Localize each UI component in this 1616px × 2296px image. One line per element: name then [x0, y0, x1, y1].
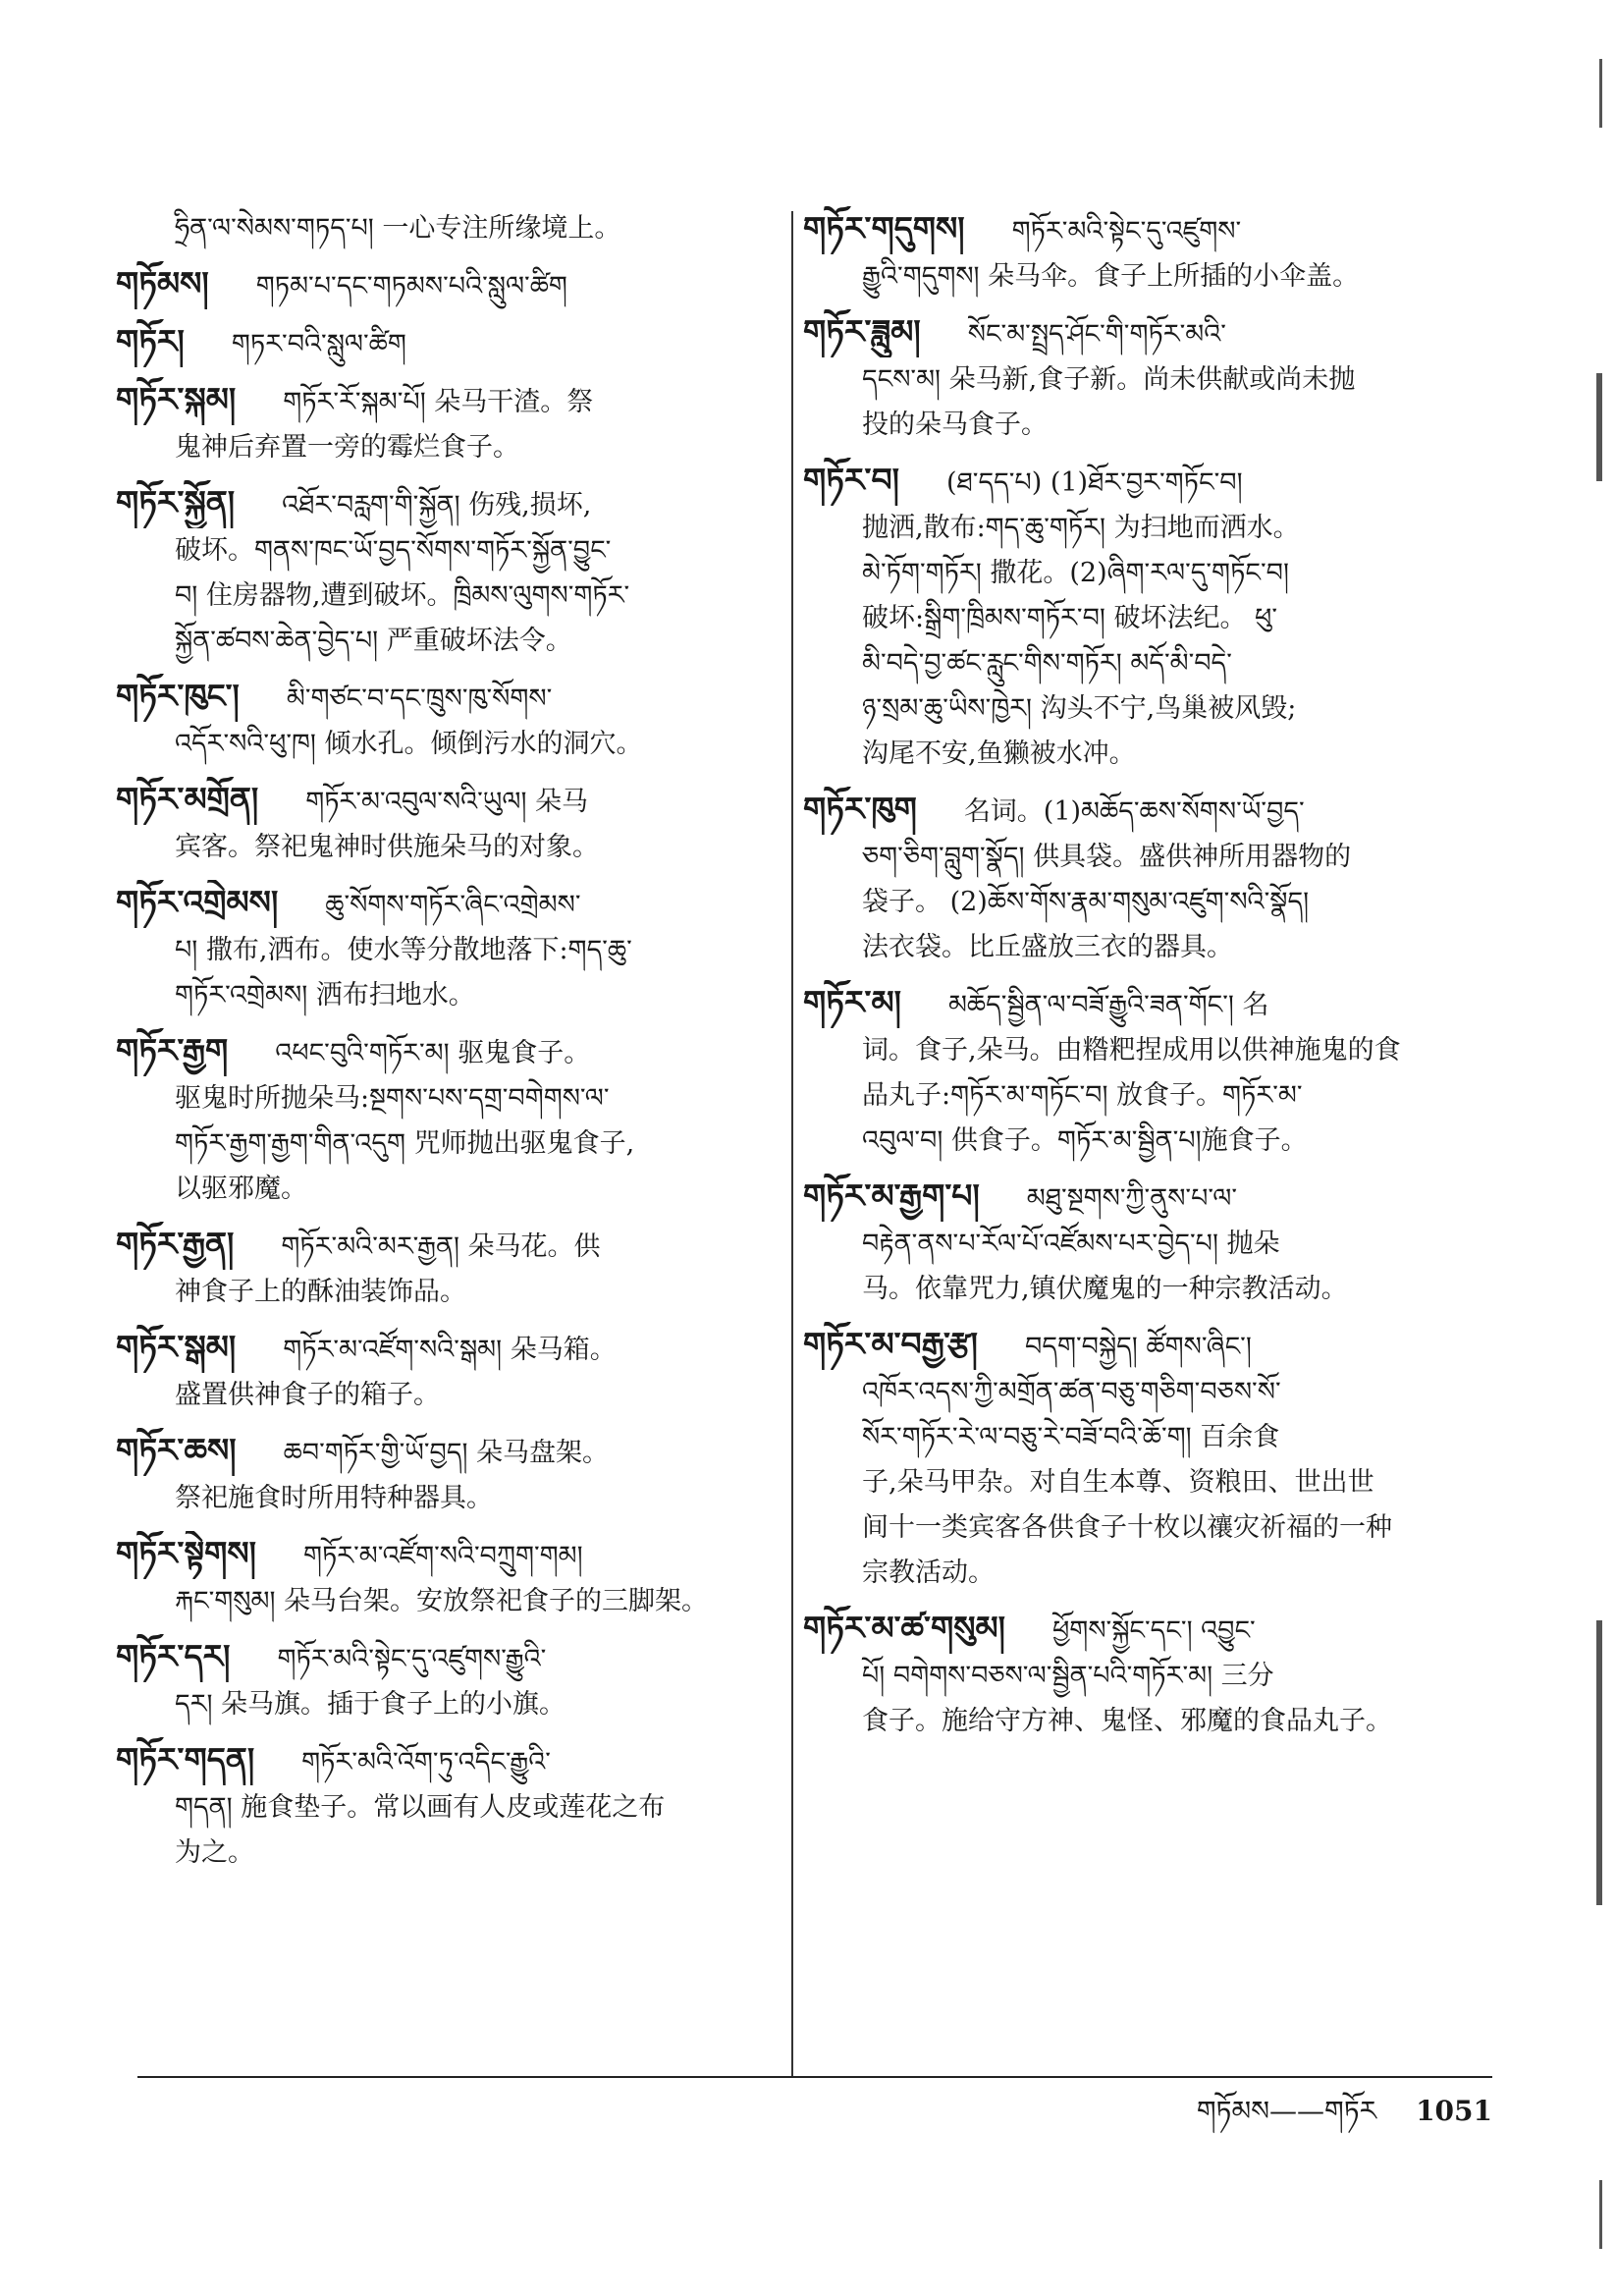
headword: གཏོར་ཟླུམ། [803, 312, 921, 351]
definition-text: ཉ་སྲམ་ཆུ་ཡིས་ཁྱེར། 沟头不宁,鸟巢被风毁; [862, 693, 1297, 724]
definition-text: གཏོར་རོ་སྐམ་པོ། 朵马干渣。祭 [283, 387, 594, 417]
definition-text: གཏམ་པ་དང་གཏམས་པའི་སླུལ་ཚིག [255, 271, 567, 301]
definition-text: མཆོད་སྦྱིན་ལ་བཟོ་རྒྱུའི་ཟན་གོང་། 名 [947, 990, 1269, 1020]
definition-text: མེ་ཏོག་གཏོར། 撒花。(2)ཞིག་རལ་དུ་གཏོང་བ། [862, 558, 1289, 588]
definition-text: 词。食子,朵马。由糌粑捏成用以供神施鬼的食 [862, 1035, 1401, 1066]
definition-text: གཏོར་འགྲེམས། 洒布扫地水。 [175, 980, 475, 1011]
definition-text: འདོར་སའི་ཕུ་ཁ། 倾水孔。倾倒污水的洞穴。 [175, 729, 643, 759]
dictionary-entry [803, 1606, 1469, 1744]
definition-text: གཏོར་མའི་འོག་ཏུ་འདིང་རྒྱུའི་ [301, 1747, 551, 1777]
definition-text: 盛置供神食子的箱子。 [175, 1380, 440, 1410]
definition-text: ཕྱོགས་སྐྱོང་དང་། འབྱུང་ [1052, 1615, 1256, 1646]
definition-text: འབུལ་བ། 供食子。གཏོར་མ་སྦྱིན་པ།施食子。 [862, 1125, 1308, 1156]
definition-text: 投的朵马食子。 [862, 410, 1048, 440]
headword: གཏོར་ཁུག [803, 790, 917, 828]
definition-text: གཏོར་མ་འཛོག་སའི་བཀྲུག་གམ། [302, 1541, 583, 1571]
definition-text: 法衣袋。比丘盛放三衣的器具。 [862, 932, 1233, 962]
definition-text: 抛洒,散布:གད་ཆུ་གཏོར། 为扫地而洒水。 [862, 513, 1300, 543]
headword: གཏོར་མ་ཚ་གསུམ། [803, 1609, 1005, 1647]
dictionary-entry [803, 206, 1469, 300]
headword: གཏོར་མ་རྒྱག་པ། [803, 1176, 980, 1215]
definition-text: གཏོར་མའི་མར་རྒྱན། 朵马花。供 [281, 1231, 601, 1262]
definition-text: དར། 朵马旗。插于食子上的小旗。 [175, 1689, 566, 1720]
page-footer [1178, 2092, 1492, 2131]
dictionary-entry [803, 1322, 1469, 1596]
definition-text: སྐྱོན་ཚབས་ཆེན་བྱེད་པ། 严重破坏法令。 [175, 626, 572, 656]
definition-text: འཁོར་འདས་ཀྱི་མགྲོན་ཚན་བཅུ་གཅིག་བཅས་སོ་ [862, 1377, 1281, 1407]
definition-text: 神食子上的酥油装饰品。 [175, 1277, 466, 1307]
definition-text: 宾客。祭祀鬼神时供施朵马的对象。 [175, 832, 599, 862]
headword: གཏོར་མ། [803, 983, 901, 1021]
definition-text: 品丸子:གཏོར་མ་གཏོང་བ། 放食子。གཏོར་མ་ [862, 1080, 1303, 1111]
definition-text: དངས་མ། 朵马新,食子新。尚未供献或尚未抛 [862, 364, 1356, 395]
definition-text: 以驱邪魔。 [175, 1174, 307, 1204]
definition-text: 破坏。གནས་ཁང་ཡོ་བྱད་སོགས་གཏོར་སྐྱོན་བྱུང་ [175, 535, 612, 566]
footer-rule [137, 2076, 1492, 2078]
dictionary-entry [116, 319, 783, 367]
definition-text: སོང་མ་སྤྲད་ཤོང་གི་གཏོར་མའི་ [967, 319, 1226, 350]
dictionary-entry [803, 309, 1469, 448]
definition-text: བདག་བསྐྱེད། ཚོགས་ཞིང་། [1025, 1332, 1252, 1362]
definition-text: 宗教活动。 [862, 1558, 995, 1588]
headword: གཏོར་བ། [803, 461, 899, 499]
headword: གཏོར་དར། [116, 1637, 231, 1675]
definition-text: 沟尾不安,鱼獭被水冲。 [862, 738, 1136, 769]
definition-text: 马。依靠咒力,镇伏魔鬼的一种宗教活动。 [862, 1274, 1348, 1304]
headword: གཏོར་མ་བརྒྱ་རྩ། [803, 1325, 979, 1363]
dictionary-entry [116, 1028, 783, 1212]
definition-text: 破坏:སྒྲིག་ཁྲིམས་གཏོར་བ། 破坏法纪。 ཕུ་ [862, 603, 1278, 633]
column-divider [791, 211, 793, 2077]
headword: གཏོམས། [116, 264, 209, 302]
definition-text: མི་གཙང་བ་དང་ཁྲུས་ཁུ་སོགས་ [286, 683, 553, 714]
dictionary-entry [116, 1428, 783, 1521]
dictionary-entry [116, 1222, 783, 1315]
headword: གཏོར་འགྲེམས། [116, 883, 279, 921]
dictionary-entry [116, 377, 783, 470]
definition-text: གཏོར་མའི་སྟེང་དུ་འཛུགས་རྒྱུའི་ [277, 1644, 547, 1674]
dictionary-entry [116, 1531, 783, 1624]
dictionary-entry [116, 206, 783, 251]
definition-text: 袋子。 (2)ཆོས་གོས་རྣམ་གསུམ་འཛུག་སའི་སྣོད། [862, 887, 1310, 917]
definition-text: གཏོར་མ་འཛོག་སའི་སྒམ། 朵马箱。 [283, 1335, 617, 1365]
definition-text: པ། 撒布,洒布。使水等分散地落下:གད་ཆུ་ [175, 935, 632, 965]
headword: གཏོར་ཁུང་། [116, 677, 240, 715]
dictionary-entry [116, 1737, 783, 1876]
left-column [116, 206, 783, 1886]
dictionary-entry [116, 777, 783, 870]
definition-text: པོ། བགེགས་བཅས་ལ་སྦྱིན་པའི་གཏོར་མ། 三分 [862, 1661, 1274, 1691]
definition-text: གཏོར་མ་འབུལ་སའི་ཡུལ། 朵马 [305, 787, 589, 817]
dictionary-entry [803, 980, 1469, 1164]
headword: གཏོར་གདུགས། [803, 209, 965, 247]
right-column [803, 206, 1469, 1754]
definition-text: 食子。施给守方神、鬼怪、邪魔的食品丸子。 [862, 1706, 1392, 1736]
page-number: 1051 [1416, 2095, 1492, 2127]
definition-text: སོར་གཏོར་རེ་ལ་བཅུ་རེ་བཟོ་བའི་ཆོ་ག། 百余食 [862, 1422, 1280, 1452]
definition-text: འཕང་བུའི་གཏོར་མ། 驱鬼食子。 [275, 1038, 591, 1068]
definition-text: 子,朵马甲杂。对自生本尊、资粮田、世出世 [862, 1467, 1374, 1498]
definition-text: 名词。(1)མཆོད་ཆས་སོགས་ཡོ་བྱད་ [963, 796, 1305, 827]
definition-text: བརྟེན་ནས་པ་རོལ་པོ་འཛོམས་པར་བྱེད་པ། 抛朵 [862, 1229, 1280, 1259]
definition-text: (ཐ་དད་པ) (1)ཐོར་བྱར་གཏོང་བ། [945, 467, 1243, 498]
dictionary-entry [803, 1174, 1469, 1312]
definition-text: 为之。 [175, 1837, 254, 1868]
scan-margin-marks [1577, 0, 1616, 2296]
definition-text: གཏར་བའི་སླུལ་ཚིག [231, 329, 406, 359]
definition-text: མི་བདེ་བྱ་ཚང་རླུང་གིས་གཏོར། མདོ་མི་བདེ་ [862, 648, 1232, 679]
definition-text: 鬼神后弃置一旁的霉烂食子。 [175, 432, 519, 463]
headword: གཏོར་མགྲོན། [116, 780, 259, 818]
definition-text: རྐང་གསུམ། 朵马台架。安放祭祀食子的三脚架。 [175, 1586, 709, 1616]
dictionary-entry [116, 1634, 783, 1727]
definition-text: རྒྱུའི་གདུགས། 朵马伞。食子上所插的小伞盖。 [862, 261, 1360, 292]
definition-text: གཏོར་རྒྱག་རྒྱག་གིན་འདུག 咒师抛出驱鬼食子, [175, 1128, 635, 1159]
definition-text: འཐོར་བརླག་གི་སྐྱོན། 伤残,损坏, [282, 490, 592, 520]
headword: གཏོར་སྟེགས། [116, 1534, 256, 1572]
headword: གཏོར་རྒྱན། [116, 1225, 235, 1263]
dictionary-entry [116, 674, 783, 767]
headword: གཏོར་གདན། [116, 1740, 255, 1778]
definition-text: གཏོར་མའི་སྟེང་དུ་འཛུགས་ [1011, 216, 1242, 246]
definition-text: 间十一类宾客各供食子十枚以禳灾祈福的一种 [862, 1512, 1392, 1543]
dictionary-entry [803, 458, 1469, 777]
headword: གཏོར་ཆས། [116, 1431, 237, 1469]
definition-text: 驱鬼时所抛朵马:སྔགས་པས་དགྲ་བགེགས་ལ་ [175, 1083, 610, 1114]
definition-text: མཐུ་སྔགས་ཀྱི་ནུས་པ་ལ་ [1026, 1183, 1237, 1214]
definition-text: 祭祀施食时所用特种器具。 [175, 1483, 493, 1513]
dictionary-entry [803, 787, 1469, 970]
definition-text: ཅག་ཅིག་བླུག་སྣོད། 供具袋。盛供神所用器物的 [862, 842, 1352, 872]
dictionary-entry [116, 480, 783, 664]
definition-text: ཧྲིན་ལ་སེམས་གཏད་པ། 一心专注所缘境上。 [175, 213, 621, 244]
definition-text: གདན། 施食垫子。常以画有人皮或莲花之布 [175, 1792, 666, 1823]
dictionary-entry [116, 1325, 783, 1418]
headword: གཏོར་སྐྱོན། [116, 483, 236, 521]
dictionary-entry [116, 880, 783, 1018]
headword: གཏོར་སྒམ། [116, 1328, 237, 1366]
headword: གཏོར་རྒྱག [116, 1031, 229, 1069]
dictionary-entry [116, 261, 783, 309]
running-head-range: གཏོམས——གཏོར [1196, 2095, 1377, 2127]
headword: གཏོར་སྐམ། [116, 380, 237, 418]
definition-text: བ། 住房器物,遭到破坏。ཁྲིམས་ལུགས་གཏོར་ [175, 580, 630, 611]
headword: གཏོར། [116, 322, 185, 360]
definition-text: ཆུ་སོགས་གཏོར་ཞིང་འགྲེམས་ [325, 890, 581, 920]
definition-text: ཆབ་གཏོར་གྱི་ཡོ་བྱད། 朵马盘架。 [283, 1438, 610, 1468]
